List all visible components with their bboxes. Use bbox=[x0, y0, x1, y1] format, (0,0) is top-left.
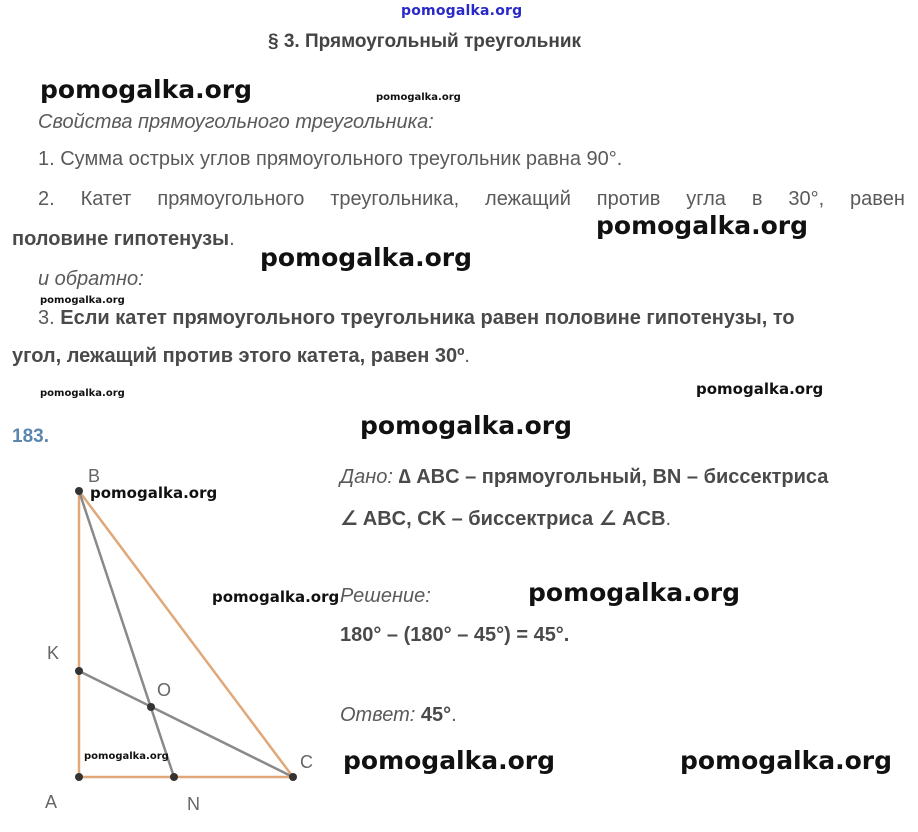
watermark: pomogalka.org bbox=[596, 211, 809, 240]
property-2-end: . bbox=[229, 228, 235, 250]
watermark: pomogalka.org bbox=[680, 746, 893, 775]
solution-expression: 180° – (180° – 45°) = 45°. bbox=[340, 624, 570, 646]
answer-label: Ответ: bbox=[340, 704, 416, 726]
word: 30°, bbox=[788, 188, 825, 210]
property-2-bold: половине гипотенузы bbox=[12, 228, 230, 250]
vertex-a bbox=[75, 773, 83, 781]
vertex-n bbox=[170, 773, 178, 781]
property-3-number: 3. bbox=[38, 307, 55, 329]
point-label-a: A bbox=[45, 792, 58, 812]
word: прямоугольного bbox=[157, 188, 305, 210]
watermark: pomogalka.org bbox=[376, 92, 461, 103]
answer-line bbox=[340, 704, 457, 727]
section-title: § 3. Прямоугольный треугольник bbox=[268, 31, 582, 52]
vertex-b bbox=[75, 487, 83, 495]
vertex-k bbox=[75, 667, 83, 675]
point-label-k: K bbox=[47, 643, 60, 663]
watermark: pomogalka.org bbox=[40, 388, 125, 399]
given-text-1: ∆ ABC – прямоугольный, BN – биссектриса bbox=[392, 466, 829, 488]
word: Катет bbox=[80, 188, 132, 210]
word: лежащий bbox=[485, 188, 571, 210]
vertex-o bbox=[147, 703, 155, 711]
word: угла bbox=[686, 188, 726, 210]
properties-heading: Свойства прямоугольного треугольника: bbox=[38, 111, 434, 133]
given-line-2 bbox=[340, 506, 671, 531]
word: против bbox=[596, 188, 661, 210]
answer-end: . bbox=[451, 704, 457, 726]
given-line-1 bbox=[340, 466, 828, 489]
converse-label: и обратно: bbox=[38, 268, 144, 290]
side-bc bbox=[79, 491, 293, 777]
watermark-top: pomogalka.org bbox=[401, 3, 523, 19]
watermark: pomogalka.org bbox=[343, 746, 556, 775]
watermark: pomogalka.org bbox=[84, 751, 169, 762]
bisector-bn bbox=[79, 491, 174, 777]
answer-value: 45° bbox=[415, 704, 452, 726]
property-3-bold-1: Если катет прямоугольного треугольника равен половине гипотенузы, то bbox=[60, 307, 795, 329]
given-label: Дано: bbox=[340, 466, 393, 488]
watermark: pomogalka.org bbox=[40, 295, 125, 306]
property-3-end: . bbox=[464, 345, 470, 367]
problem-number: 183. bbox=[12, 426, 49, 447]
word: треугольника, bbox=[330, 188, 460, 210]
watermark: pomogalka.org bbox=[360, 411, 573, 440]
point-label-n: N bbox=[187, 794, 200, 814]
point-label-o: O bbox=[157, 680, 172, 700]
watermark: pomogalka.org bbox=[212, 588, 340, 606]
watermark: pomogalka.org bbox=[528, 578, 741, 607]
word: в bbox=[751, 188, 763, 210]
given-text-2: ∠ ABC, CK – биссектриса ∠ ACB bbox=[340, 508, 666, 530]
given-end: . bbox=[665, 508, 672, 530]
point-label-b: B bbox=[88, 466, 101, 486]
watermark: pomogalka.org bbox=[90, 484, 218, 502]
watermark: pomogalka.org bbox=[696, 380, 824, 398]
property-1: 1. Сумма острых углов прямоугольного треугольник равна 90°. bbox=[38, 148, 623, 170]
word: 2. bbox=[38, 188, 55, 210]
vertex-c bbox=[289, 773, 297, 781]
solution-label: Решение: bbox=[340, 585, 431, 607]
property-3-bold-2: угол, лежащий против этого катета, равен 30º bbox=[12, 345, 465, 367]
point-label-c: C bbox=[300, 752, 313, 772]
watermark: pomogalka.org bbox=[40, 75, 253, 104]
word: равен bbox=[850, 188, 905, 210]
watermark: pomogalka.org bbox=[260, 243, 473, 272]
